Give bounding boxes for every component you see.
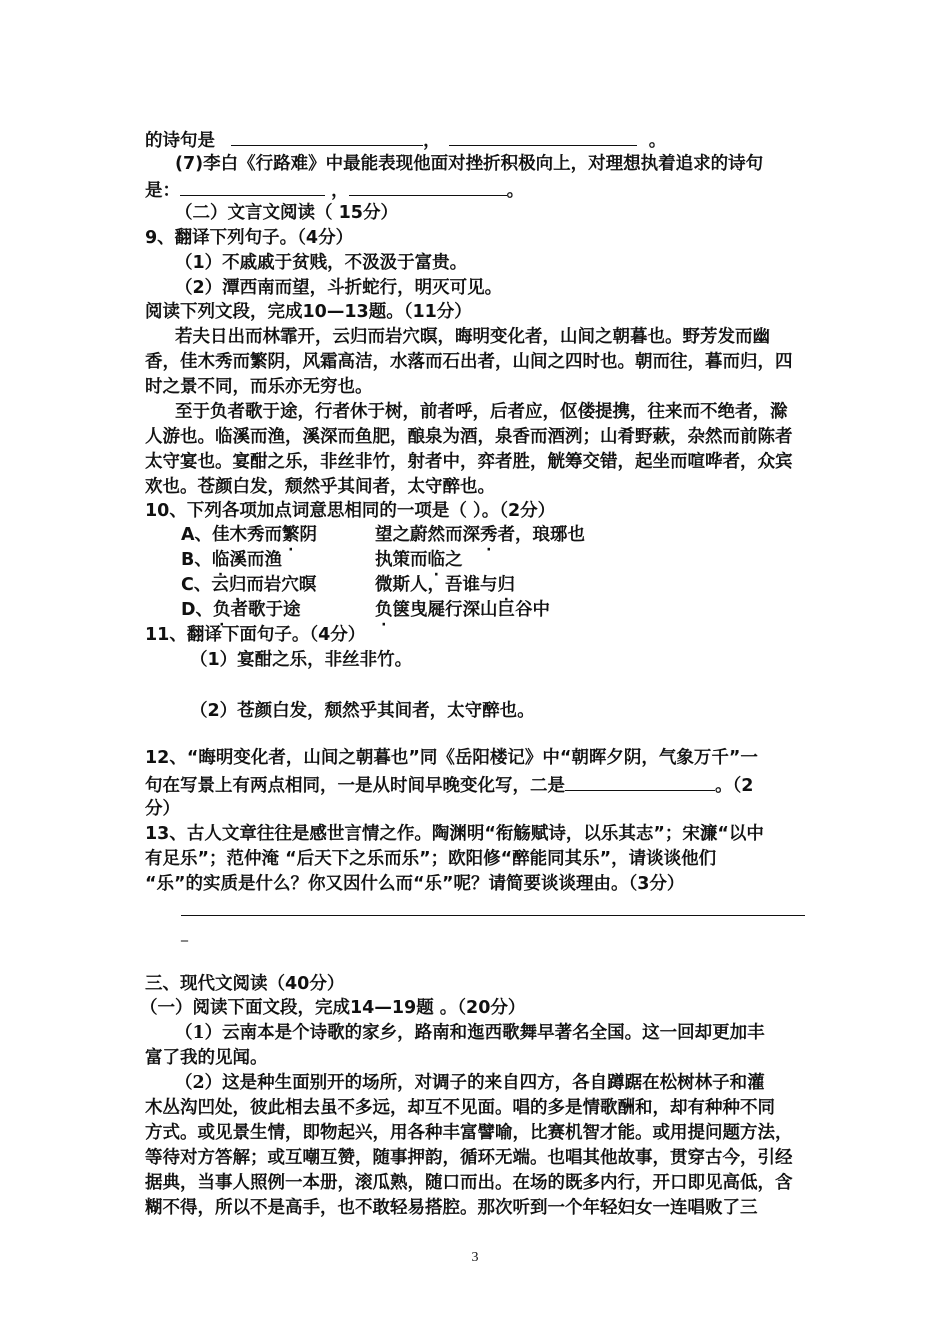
modern-text-line: 方式。或见景生情，即物起兴，用各种丰富譬喻，比赛机智才能。或用提问题方法， bbox=[145, 1123, 793, 1143]
q12-line2 bbox=[145, 772, 753, 798]
q8-line1 bbox=[145, 127, 666, 153]
answer-line[interactable] bbox=[181, 915, 805, 916]
passage-line: 若夫日出而林霏开，云归而岩穴暝，晦明变化者，山间之朝暮也。野芳发而幽 bbox=[175, 327, 770, 347]
modern-text-line: （2）这是种生面别开的场所，对调子的来自四方，各自蹲踞在松树林子和灌 bbox=[175, 1073, 765, 1093]
q13-line1: 13、古人文章往往是感世言情之作。陶渊明“衔觞赋诗，以乐其志”；宋濂“以中 bbox=[145, 824, 764, 844]
answer-blank[interactable] bbox=[231, 127, 423, 146]
answer-line-trail: _ bbox=[181, 926, 188, 942]
q11-sentence-1: （1）宴酣之乐，非丝非竹。 bbox=[190, 650, 413, 670]
modern-text-line: 富了我的见闻。 bbox=[145, 1048, 268, 1068]
answer-blank[interactable] bbox=[449, 127, 637, 146]
dotted-word: 负 bbox=[213, 600, 231, 620]
q9-sentence-1: （1）不戚戚于贫贱，不汲汲于富贵。 bbox=[175, 253, 468, 273]
option-text: 箧曳屣行深山巨谷中 bbox=[392, 600, 550, 620]
section3-title: 三、现代文阅读（40分） bbox=[145, 974, 345, 994]
q12-line2-tail: 。（2 bbox=[715, 776, 754, 796]
modern-text-line: 据典，当事人照例一本册，滚瓜熟，随口而出。在场的既多内行，开口即见高低，含 bbox=[145, 1173, 793, 1193]
passage-line: 香，佳木秀而繁阴，风霜高洁，水落而石出者，山间之四时也。朝而往，暮而归，四 bbox=[145, 352, 793, 372]
dotted-word: 归 bbox=[228, 575, 247, 595]
option-text: 望之蔚然而深 bbox=[375, 525, 480, 545]
page-number: 3 bbox=[471, 1250, 479, 1265]
option-text: 执策而 bbox=[375, 550, 428, 570]
option-text: 微斯人，吾谁与 bbox=[375, 575, 498, 595]
section2-title: （二）文言文阅读（ 15分） bbox=[175, 203, 398, 223]
dotted-word: 负 bbox=[375, 600, 393, 620]
modern-text-line: （1）云南本是个诗歌的家乡，路南和迤西歌舞早著名全国。这一回却更加丰 bbox=[175, 1023, 765, 1043]
q8-line1-text: 的诗句是 bbox=[145, 131, 215, 151]
option-text: 溪而渔 bbox=[229, 550, 282, 570]
q11-sentence-2: （2）苍颜白发，颓然乎其间者，太守醉也。 bbox=[190, 701, 535, 721]
q8-line3-period: 。 bbox=[506, 181, 525, 201]
q10-option-c[interactable] bbox=[181, 573, 801, 597]
dotted-word: 秀 bbox=[480, 525, 498, 545]
option-text: C、云 bbox=[181, 575, 229, 595]
q12-line3: 分） bbox=[145, 799, 180, 819]
option-text: 阴 bbox=[299, 525, 318, 545]
modern-text-line: 糊不得，所以不是高手，也不敢轻易搭腔。那次听到一个年轻妇女一连唱败了三 bbox=[145, 1198, 758, 1218]
option-text: B、 bbox=[181, 550, 212, 570]
answer-blank[interactable] bbox=[180, 177, 325, 196]
q12-line1: 12、“晦明变化者，山间之朝暮也”同《岳阳楼记》中“朝晖夕阴，气象万千”一 bbox=[145, 748, 758, 768]
q10-option-b[interactable] bbox=[181, 548, 801, 572]
passage-line: 人游也。临溪而渔，溪深而鱼肥，酿泉为酒，泉香而酒洌；山肴野蔌，杂然而前陈者 bbox=[145, 427, 793, 447]
q10-option-d[interactable] bbox=[181, 598, 801, 622]
passage-line: 太守宴也。宴酣之乐，非丝非竹，射者中，弈者胜，觥筹交错，起坐而喧哗者，众宾 bbox=[145, 452, 793, 472]
dotted-word: 归 bbox=[497, 575, 515, 595]
option-text: A、佳木秀而 bbox=[181, 525, 283, 545]
passage-line: 时之景不同，而乐亦无穷也。 bbox=[145, 377, 373, 397]
q8-line3 bbox=[145, 177, 524, 203]
q10-stem: 10、下列各项加点词意思相同的一项是（ ）。（2分） bbox=[145, 501, 556, 521]
passage-line: 至于负者歌于途，行者休于树，前者呼，后者应，伛偻提携，往来而不绝者，滁 bbox=[175, 402, 788, 422]
q10-option-a[interactable] bbox=[181, 523, 801, 547]
q9-stem: 9、翻译下列句子。（4分） bbox=[145, 228, 354, 248]
passage-intro: 阅读下列文段，完成10—13题。（11分） bbox=[145, 302, 472, 322]
dotted-word: 繁 bbox=[282, 525, 300, 545]
dotted-word: 临 bbox=[211, 550, 230, 570]
q8-line2: (7)李白《行路难》中最能表现他面对挫折积极向上，对理想执着追求的诗句 bbox=[175, 154, 764, 174]
q9-sentence-2: （2）潭西南而望，斗折蛇行，明灭可见。 bbox=[175, 278, 503, 298]
option-text: 而岩穴暝 bbox=[246, 575, 317, 595]
passage-line: 欢也。苍颜白发，颓然乎其间者，太守醉也。 bbox=[145, 477, 495, 497]
option-text: D、 bbox=[181, 600, 214, 620]
q13-line3: “乐”的实质是什么？你又因什么而“乐”呢？请简要谈谈理由。（3分） bbox=[145, 874, 685, 894]
answer-blank[interactable] bbox=[565, 772, 715, 791]
q13-line2: 有足乐”；范仲淹 “后天下之乐而乐”；欧阳修“醉能同其乐”，请谈谈他们 bbox=[145, 849, 717, 869]
answer-blank[interactable] bbox=[349, 177, 507, 196]
dotted-word: 临 bbox=[427, 550, 445, 570]
q12-line2-text: 句在写景上有两点相同，一是从时间早晚变化写，二是 bbox=[145, 776, 565, 796]
option-text: 之 bbox=[445, 550, 463, 570]
option-text: 者歌于途 bbox=[230, 600, 301, 620]
option-text: 者，琅琊也 bbox=[497, 525, 585, 545]
section3-subtitle: （一）阅读下面文段，完成14—19题 。（20分） bbox=[140, 998, 526, 1018]
q8-line1-comma: ， bbox=[423, 131, 441, 151]
modern-text-line: 木丛沟凹处，彼此相去虽不多远，却互不见面。唱的多是情歌酬和，却有种种不同 bbox=[145, 1098, 775, 1118]
q8-line3-comma: ， bbox=[331, 181, 349, 201]
q8-line1-period: 。 bbox=[648, 131, 667, 151]
modern-text-line: 等待对方答解；或互嘲互赞，随事押韵，循环无端。也唱其他故事，贯穿古今，引经 bbox=[145, 1148, 793, 1168]
q11-stem: 11、翻译下面句子。（4分） bbox=[145, 625, 366, 645]
q8-line3-text: 是： bbox=[145, 181, 180, 201]
